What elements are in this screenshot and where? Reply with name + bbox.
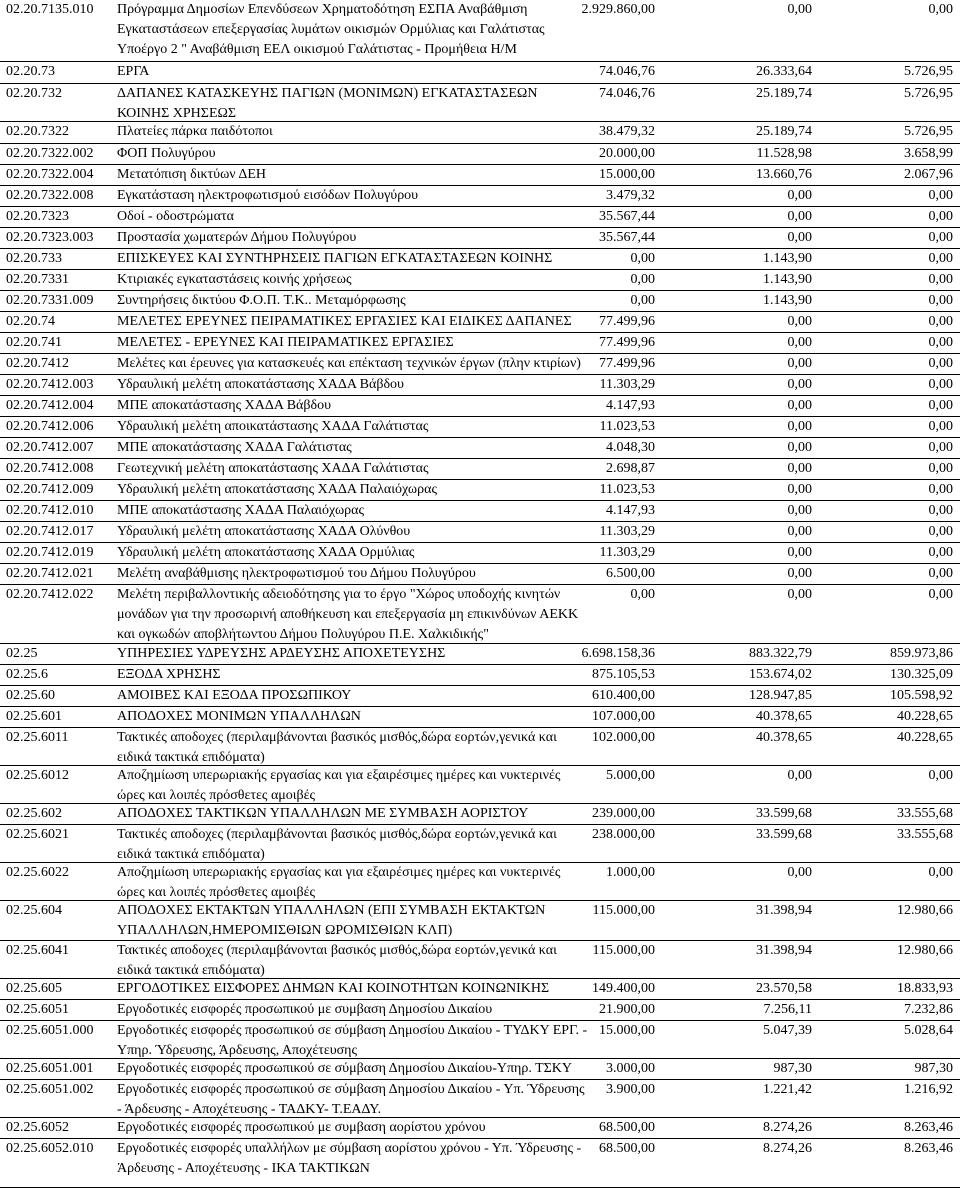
committed-amount: 0,00 [787, 768, 812, 783]
committed-amount: 0,00 [787, 209, 812, 224]
budget-amount: 20.000,00 [599, 146, 655, 161]
account-code: 02.20.7135.010 [6, 2, 94, 17]
account-code: 02.25.6051 [6, 1002, 69, 1017]
budget-amount: 0,00 [630, 293, 655, 308]
paid-amount: 130.325,09 [890, 667, 953, 682]
table-row [0, 1059, 960, 1080]
paid-amount: 0,00 [928, 314, 953, 329]
table-row [0, 979, 960, 1000]
paid-amount: 8.263,46 [904, 1141, 953, 1156]
budget-amount: 115.000,00 [592, 903, 655, 918]
committed-amount: 0,00 [787, 440, 812, 455]
committed-amount: 40.378,65 [756, 709, 812, 724]
paid-amount: 12.980,66 [897, 943, 953, 958]
account-description: ΜΠΕ αποκατάστασης ΧΑΔΑ Παλαιόχωρας [117, 503, 365, 518]
account-description: ΕΠΙΣΚΕΥΕΣ ΚΑΙ ΣΥΝΤΗΡΗΣΕΙΣ ΠΑΓΙΩΝ ΕΓΚΑΤΑΣΤΑΣΕΩΝ ΚΟΙΝΗΣ [117, 251, 553, 266]
account-code: 02.25.60 [6, 688, 55, 703]
committed-amount: 0,00 [787, 566, 812, 581]
committed-amount: 8.274,26 [763, 1141, 812, 1156]
account-description: ΑΜΟΙΒΕΣ ΚΑΙ ΕΞΟΔΑ ΠΡΟΣΩΠΙΚΟΥ [117, 688, 352, 703]
account-code: 02.20.7412.009 [6, 482, 94, 497]
paid-amount: 0,00 [928, 272, 953, 287]
budget-amount: 4.048,30 [606, 440, 655, 455]
account-description: Μελέτη αναβάθμισης ηλεκτροφωτισμού του Δήμου Πολυγύρου [117, 566, 476, 581]
account-code: 02.25.601 [6, 709, 62, 724]
budget-amount: 11.023,53 [599, 482, 655, 497]
paid-amount: 5.028,64 [904, 1023, 953, 1038]
committed-amount: 0,00 [787, 524, 812, 539]
committed-amount: 0,00 [787, 188, 812, 203]
account-code: 02.25.604 [6, 903, 62, 918]
account-code: 02.25.6012 [6, 768, 69, 783]
paid-amount: 0,00 [928, 503, 953, 518]
table-row [0, 291, 960, 312]
paid-amount: 0,00 [928, 865, 953, 880]
account-code: 02.25.6052.010 [6, 1141, 94, 1156]
committed-amount: 5.047,39 [763, 1023, 812, 1038]
paid-amount: 0,00 [928, 545, 953, 560]
paid-amount: 40.228,65 [897, 730, 953, 745]
paid-amount: 0,00 [928, 461, 953, 476]
account-description: Προστασία χωματερών Δήμου Πολυγύρου [117, 230, 357, 245]
account-description: Εργοδοτικές εισφορές προσωπικού σε σύμβαση Δημοσίου Δικαίου - Υπ. Ύδρευσης - Άρδευσης - Αποχέτευσης - ΤΑΔΚΥ- Τ.ΕΑΔΥ. [117, 1082, 585, 1117]
account-description: Εργοδοτικές εισφορές υπαλλήλων με σύμβαση αορίστου χρόνου - Υπ. Ύδρευσης - Άρδευσης - Αποχέτευσης - ΙΚΑ ΤΑΚΤΙΚΩΝ [117, 1141, 582, 1176]
committed-amount: 153.674,02 [749, 667, 812, 682]
table-row [0, 863, 960, 901]
committed-amount: 31.398,94 [756, 943, 812, 958]
account-code: 02.20.7323.003 [6, 230, 94, 245]
table-row [0, 375, 960, 396]
table-row [0, 354, 960, 375]
paid-amount: 859.973,86 [890, 646, 953, 661]
account-description: ΜΠΕ αποκατάστασης ΧΑΔΑ Γαλάτιστας [117, 440, 352, 455]
account-description: Εργοδοτικές εισφορές προσωπικού με συμβαση αορίστου χρόνου [117, 1120, 486, 1135]
account-code: 02.25.6051.002 [6, 1082, 94, 1097]
budget-amount: 0,00 [630, 272, 655, 287]
account-description: Εγκατάσταση ηλεκτροφωτισμού εισόδων Πολυγύρου [117, 188, 419, 203]
committed-amount: 0,00 [787, 356, 812, 371]
budget-amount: 74.046,76 [599, 86, 655, 101]
paid-amount: 0,00 [928, 482, 953, 497]
account-code: 02.20.741 [6, 335, 62, 350]
paid-amount: 2.067,96 [904, 167, 953, 182]
account-code: 02.25.6052 [6, 1120, 69, 1135]
account-code: 02.20.74 [6, 314, 55, 329]
paid-amount: 5.726,95 [904, 124, 953, 139]
account-code: 02.20.7322 [6, 124, 69, 139]
account-code: 02.25.605 [6, 981, 62, 996]
committed-amount: 7.256,11 [763, 1002, 812, 1017]
account-description: Πρόγραμμα Δημοσίων Επενδύσεων Χρηματοδότηση ΕΣΠΑ Αναβάθμιση Εγκαταστάσεων επεξεργασίας λυμάτων οικισμών Ορμύλιας και Γαλάτιστας Υποέργο 2 " Αναβάθμιση ΕΕΛ οικισμού Γαλάτιστας - Προμήθεια Η/Μ [117, 2, 545, 57]
paid-amount: 7.232,86 [904, 1002, 953, 1017]
table-row [0, 165, 960, 186]
paid-amount: 0,00 [928, 356, 953, 371]
account-description: ΕΞΟΔΑ ΧΡΗΣΗΣ [117, 667, 221, 682]
account-code: 02.25.6021 [6, 827, 69, 842]
paid-amount: 33.555,68 [897, 806, 953, 821]
committed-amount: 0,00 [787, 377, 812, 392]
paid-amount: 0,00 [928, 377, 953, 392]
committed-amount: 0,00 [787, 461, 812, 476]
budget-amount: 610.400,00 [592, 688, 655, 703]
account-code: 02.20.7412.019 [6, 545, 94, 560]
table-row [0, 84, 960, 122]
committed-amount: 128.947,85 [749, 688, 812, 703]
committed-amount: 987,30 [773, 1061, 812, 1076]
table-row [0, 480, 960, 501]
table-row [0, 585, 960, 644]
committed-amount: 1.143,90 [763, 251, 812, 266]
account-code: 02.20.7322.002 [6, 146, 94, 161]
committed-amount: 8.274,26 [763, 1120, 812, 1135]
account-code: 02.20.7412.004 [6, 398, 94, 413]
table-row [0, 0, 960, 62]
budget-amount: 11.023,53 [599, 419, 655, 434]
table-row [0, 207, 960, 228]
committed-amount: 11.528,98 [756, 146, 812, 161]
account-description: Υδραυλική μελέτη αποκατάστασης ΧΑΔΑ Ολύνθου [117, 524, 411, 539]
account-code: 02.20.7412.010 [6, 503, 94, 518]
budget-amount: 11.303,29 [599, 545, 655, 560]
account-description: Αποζημίωση υπερωριακής εργασίας και για εξαιρέσιμες ημέρες και νυκτερινές ώρες και λοιπές πρόσθετες αμοιβές [117, 865, 561, 900]
paid-amount: 0,00 [928, 398, 953, 413]
committed-amount: 25.189,74 [756, 86, 812, 101]
account-code: 02.20.7412.017 [6, 524, 94, 539]
table-row [0, 396, 960, 417]
table-row [0, 270, 960, 291]
budget-amount: 238.000,00 [592, 827, 655, 842]
budget-amount: 0,00 [630, 251, 655, 266]
paid-amount: 0,00 [928, 2, 953, 17]
committed-amount: 0,00 [787, 398, 812, 413]
account-description: Συντηρήσεις δικτύου Φ.Ο.Π. Τ.Κ.. Μεταμόρφωσης [117, 293, 406, 308]
account-description: Υδραυλική μελέτη αποικατάστασης ΧΑΔΑ Γαλάτιστας [117, 419, 429, 434]
account-description: ΜΕΛΕΤΕΣ ΕΡΕΥΝΕΣ ΠΕΙΡΑΜΑΤΙΚΕΣ ΕΡΓΑΣΙΕΣ ΚΑΙ ΕΙΔΙΚΕΣ ΔΑΠΑΝΕΣ [117, 314, 572, 329]
committed-amount: 0,00 [787, 865, 812, 880]
paid-amount: 5.726,95 [904, 64, 953, 79]
account-code: 02.25.602 [6, 806, 62, 821]
account-description: Μετατόπιση δικτύων ΔΕΗ [117, 167, 267, 182]
table-row [0, 122, 960, 144]
account-code: 02.20.7412 [6, 356, 69, 371]
committed-amount: 0,00 [787, 2, 812, 17]
table-row [0, 1080, 960, 1118]
budget-amount: 6.500,00 [606, 566, 655, 581]
account-code: 02.20.733 [6, 251, 62, 266]
account-description: Υδραυλική μελέτη αποκατάστασης ΧΑΔΑ Παλαιόχωρας [117, 482, 437, 497]
table-row [0, 901, 960, 941]
table-row [0, 644, 960, 665]
account-description: ΜΕΛΕΤΕΣ - ΕΡΕΥΝΕΣ ΚΑΙ ΠΕΙΡΑΜΑΤΙΚΕΣ ΕΡΓΑΣΙΕΣ [117, 335, 454, 350]
committed-amount: 0,00 [787, 587, 812, 602]
account-description: ΕΡΓΑ [117, 64, 150, 79]
account-code: 02.20.7322.008 [6, 188, 94, 203]
table-row [0, 564, 960, 585]
budget-amount: 3.900,00 [606, 1082, 655, 1097]
account-code: 02.20.7412.021 [6, 566, 94, 581]
budget-amount: 21.900,00 [599, 1002, 655, 1017]
table-row [0, 312, 960, 333]
budget-amount: 239.000,00 [592, 806, 655, 821]
paid-amount: 0,00 [928, 293, 953, 308]
budget-amount: 1.000,00 [606, 865, 655, 880]
account-description: ΦΟΠ Πολυγύρου [117, 146, 216, 161]
account-description: Τακτικές αποδοχες (περιλαμβάνονται βασικός μισθός,δώρα εορτών,γενικά και ειδικά τακτικά επιδόματα) [117, 730, 557, 765]
table-row [0, 144, 960, 165]
budget-amount: 115.000,00 [592, 943, 655, 958]
account-description: ΑΠΟΔΟΧΕΣ ΤΑΚΤΙΚΩΝ ΥΠΑΛΛΗΛΩΝ ΜΕ ΣΥΜΒΑΣΗ ΑΟΡΙΣΤΟΥ [117, 806, 529, 821]
paid-amount: 0,00 [928, 251, 953, 266]
account-description: ΑΠΟΔΟΧΕΣ ΜΟΝΙΜΩΝ ΥΠΑΛΛΗΛΩΝ [117, 709, 361, 724]
account-description: Οδοί - οδοστρώματα [117, 209, 234, 224]
budget-amount: 5.000,00 [606, 768, 655, 783]
budget-amount: 2.698,87 [606, 461, 655, 476]
account-code: 02.25.6022 [6, 865, 69, 880]
budget-amount: 15.000,00 [599, 1023, 655, 1038]
committed-amount: 0,00 [787, 545, 812, 560]
table-row [0, 62, 960, 84]
committed-amount: 0,00 [787, 419, 812, 434]
table-row [0, 228, 960, 249]
budget-amount: 11.303,29 [599, 524, 655, 539]
budget-amount: 35.567,44 [599, 209, 655, 224]
account-description: Γεωτεχνική μελέτη αποκατάστασης ΧΑΔΑ Γαλάτιστας [117, 461, 429, 476]
committed-amount: 33.599,68 [756, 827, 812, 842]
account-code: 02.25.6041 [6, 943, 69, 958]
committed-amount: 31.398,94 [756, 903, 812, 918]
account-code: 02.20.7331 [6, 272, 69, 287]
committed-amount: 1.221,42 [763, 1082, 812, 1097]
budget-amount: 35.567,44 [599, 230, 655, 245]
paid-amount: 0,00 [928, 440, 953, 455]
budget-amount: 77.499,96 [599, 356, 655, 371]
table-row [0, 249, 960, 270]
budget-amount: 74.046,76 [599, 64, 655, 79]
account-description: Εργοδοτικές εισφορές προσωπικού με συμβαση Δημοσίου Δικαίου [117, 1002, 493, 1017]
account-description: Υδραυλική μελέτη αποκατάστασης ΧΑΔΑ Βάβδου [117, 377, 404, 392]
account-description: ΑΠΟΔΟΧΕΣ ΕΚΤΑΚΤΩΝ ΥΠΑΛΛΗΛΩΝ (ΕΠΙ ΣΥΜΒΑΣΗ ΕΚΤΑΚΤΩΝ ΥΠΑΛΛΗΛΩΝ,ΗΜΕΡΟΜΙΣΘΙΩΝ ΩΡΟΜΙΣΘΙΩΝ ΚΛΠ) [117, 903, 546, 938]
paid-amount: 0,00 [928, 188, 953, 203]
paid-amount: 987,30 [914, 1061, 953, 1076]
account-code: 02.20.7412.008 [6, 461, 94, 476]
account-description: Υδραυλική μελέτη αποκατάστασης ΧΑΔΑ Ορμύλιας [117, 545, 415, 560]
paid-amount: 18.833,93 [897, 981, 953, 996]
account-description: Πλατείες πάρκα παιδότοποι [117, 124, 273, 139]
paid-amount: 0,00 [928, 524, 953, 539]
paid-amount: 1.216,92 [904, 1082, 953, 1097]
table-row [0, 804, 960, 825]
table-row [0, 766, 960, 804]
account-description: Εργοδοτικές εισφορές προσωπικού σε σύμβαση Δημοσίου Δικαίου-Υπηρ. ΤΣΚΥ [117, 1061, 573, 1076]
account-description: Τακτικές αποδοχες (περιλαμβάνονται βασικός μισθός,δώρα εορτών,γενικά και ειδικά τακτικά επιδόματα) [117, 827, 557, 862]
table-row [0, 1021, 960, 1059]
committed-amount: 25.189,74 [756, 124, 812, 139]
budget-amount: 102.000,00 [592, 730, 655, 745]
table-row [0, 825, 960, 863]
paid-amount: 0,00 [928, 230, 953, 245]
budget-amount: 11.303,29 [599, 377, 655, 392]
paid-amount: 0,00 [928, 209, 953, 224]
table-row [0, 728, 960, 766]
budget-amount: 3.000,00 [606, 1061, 655, 1076]
committed-amount: 0,00 [787, 230, 812, 245]
paid-amount: 0,00 [928, 335, 953, 350]
paid-amount: 40.228,65 [897, 709, 953, 724]
paid-amount: 8.263,46 [904, 1120, 953, 1135]
budget-amount: 2.929.860,00 [581, 2, 655, 17]
committed-amount: 13.660,76 [756, 167, 812, 182]
committed-amount: 23.570,58 [756, 981, 812, 996]
account-description: Κτιριακές εγκαταστάσεις κοινής χρήσεως [117, 272, 352, 287]
table-row [0, 333, 960, 354]
table-row [0, 543, 960, 564]
committed-amount: 883.322,79 [749, 646, 812, 661]
account-description: Αποζημίωση υπερωριακής εργασίας και για εξαιρέσιμες ημέρες και νυκτερινές ώρες και λοιπές πρόσθετες αμοιβές [117, 768, 561, 803]
paid-amount: 3.658,99 [904, 146, 953, 161]
account-code: 02.20.7331.009 [6, 293, 94, 308]
table-row [0, 417, 960, 438]
committed-amount: 33.599,68 [756, 806, 812, 821]
committed-amount: 40.378,65 [756, 730, 812, 745]
account-description: Μελέτη περιβαλλοντικής αδειοδότησης για το έργο "Χώρος υποδοχής κινητών μονάδων για την προσωρινή αποθήκευση και επεξεργασία μη επικινδύνων ΑΕΚΚ και ογκωδών αποβλήτωντου Δήμου Πολυγύρου Π.Ε. Χαλκιδικής" [117, 587, 579, 642]
budget-amount: 875.105,53 [592, 667, 655, 682]
table-row [0, 665, 960, 686]
table-row [0, 522, 960, 543]
account-description: ΥΠΗΡΕΣΙΕΣ ΥΔΡΕΥΣΗΣ ΑΡΔΕΥΣΗΣ ΑΠΟΧΕΤΕΥΣΗΣ [117, 646, 446, 661]
paid-amount: 0,00 [928, 587, 953, 602]
account-description: ΔΑΠΑΝΕΣ ΚΑΤΑΣΚΕΥΗΣ ΠΑΓΙΩΝ (ΜΟΝΙΜΩΝ) ΕΓΚΑΤΑΣΤΑΣΕΩΝ ΚΟΙΝΗΣ ΧΡΗΣΕΩΣ [117, 86, 538, 121]
table-row [0, 186, 960, 207]
account-code: 02.20.7412.022 [6, 587, 94, 602]
paid-amount: 105.598,92 [890, 688, 953, 703]
account-description: Μελέτες και έρευνες για κατασκευές και επέκταση τεχνικών έργων (πλην κτιρίων) [117, 356, 581, 371]
committed-amount: 1.143,90 [763, 293, 812, 308]
budget-amount: 4.147,93 [606, 398, 655, 413]
paid-amount: 33.555,68 [897, 827, 953, 842]
paid-amount: 5.726,95 [904, 86, 953, 101]
committed-amount: 0,00 [787, 503, 812, 518]
budget-amount: 107.000,00 [592, 709, 655, 724]
account-code: 02.20.7412.006 [6, 419, 94, 434]
table-row [0, 1000, 960, 1021]
account-code: 02.20.7412.007 [6, 440, 94, 455]
paid-amount: 0,00 [928, 419, 953, 434]
account-code: 02.20.7412.003 [6, 377, 94, 392]
account-description: Εργοδοτικές εισφορές προσωπικού σε σύμβαση Δημοσίου Δικαίου - ΤΥΔΚΥ ΕΡΓ. - Υπηρ. Ύδρευσης, Άρδευσης, Αποχέτευσης [117, 1023, 588, 1058]
table-row [0, 459, 960, 480]
table-row [0, 941, 960, 979]
paid-amount: 0,00 [928, 768, 953, 783]
budget-amount: 38.479,32 [599, 124, 655, 139]
account-code: 02.25.6051.001 [6, 1061, 94, 1076]
budget-amount: 4.147,93 [606, 503, 655, 518]
budget-amount: 6.698.158,36 [581, 646, 655, 661]
table-row [0, 1139, 960, 1188]
budget-amount: 68.500,00 [599, 1141, 655, 1156]
account-code: 02.25.6051.000 [6, 1023, 94, 1038]
table-row [0, 501, 960, 522]
budget-amount: 15.000,00 [599, 167, 655, 182]
account-code: 02.20.73 [6, 64, 55, 79]
committed-amount: 0,00 [787, 482, 812, 497]
committed-amount: 0,00 [787, 314, 812, 329]
committed-amount: 1.143,90 [763, 272, 812, 287]
paid-amount: 12.980,66 [897, 903, 953, 918]
account-code: 02.25.6 [6, 667, 48, 682]
paid-amount: 0,00 [928, 566, 953, 581]
table-row [0, 707, 960, 728]
account-description: Τακτικές αποδοχες (περιλαμβάνονται βασικός μισθός,δώρα εορτών,γενικά και ειδικά τακτικά επιδόματα) [117, 943, 557, 978]
table-row [0, 686, 960, 707]
budget-amount: 3.479,32 [606, 188, 655, 203]
budget-amount: 77.499,96 [599, 335, 655, 350]
account-code: 02.20.7322.004 [6, 167, 94, 182]
account-code: 02.20.732 [6, 86, 62, 101]
budget-amount: 0,00 [630, 587, 655, 602]
committed-amount: 0,00 [787, 335, 812, 350]
committed-amount: 26.333,64 [756, 64, 812, 79]
account-code: 02.20.7323 [6, 209, 69, 224]
table-row [0, 1118, 960, 1139]
budget-amount: 77.499,96 [599, 314, 655, 329]
account-description: ΕΡΓΟΔΟΤΙΚΕΣ ΕΙΣΦΟΡΕΣ ΔΗΜΩΝ ΚΑΙ ΚΟΙΝΟΤΗΤΩΝ ΚΟΙΝΩΝΙΚΗΣ [117, 981, 550, 996]
budget-amount: 149.400,00 [592, 981, 655, 996]
budget-amount: 68.500,00 [599, 1120, 655, 1135]
account-code: 02.25.6011 [6, 730, 69, 745]
account-code: 02.25 [6, 646, 38, 661]
table-row [0, 438, 960, 459]
account-description: ΜΠΕ αποκατάστασης ΧΑΔΑ Βάβδου [117, 398, 332, 413]
